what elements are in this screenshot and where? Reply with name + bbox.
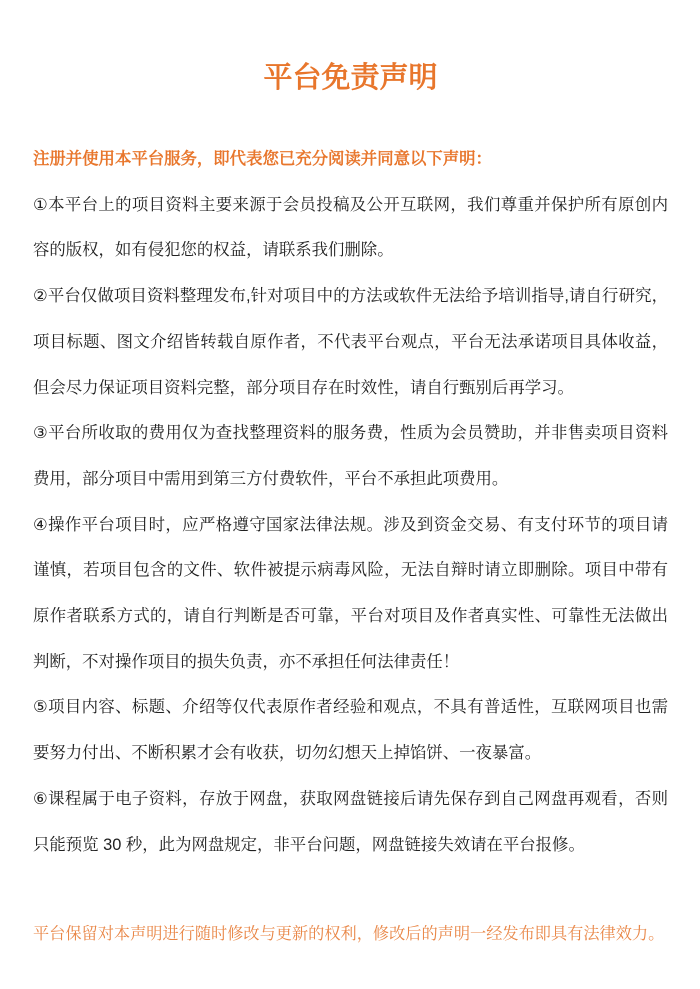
clause-6: ⑥课程属于电子资料，存放于网盘，获取网盘链接后请先保存到自己网盘再观看，否则只能预览 30 秒，此为网盘规定，非平台问题，网盘链接失效请在平台报修。 (33, 789, 668, 854)
clause-1: ①本平台上的项目资料主要来源于会员投稿及公开互联网，我们尊重并保护所有原创内容的版权，如有侵犯您的权益，请联系我们删除。 (33, 195, 668, 260)
clause-2: ②平台仅做项目资料整理发布,针对项目中的方法或软件无法给予培训指导,请自行研究，项目标题、图文介绍皆转载自原作者，不代表平台观点，平台无法承诺项目具体收益，但会尽力保证项目资料完整，部分项目存在时效性，请自行甄别后再学习。 (33, 287, 668, 397)
footer-note: 平台保留对本声明进行随时修改与更新的权利，修改后的声明一经发布即具有法律效力。 (33, 925, 665, 944)
clause-5: ⑤项目内容、标题、介绍等仅代表原作者经验和观点，不具有普适性，互联网项目也需要努力付出、不断积累才会有收获，切勿幻想天上掉馅饼、一夜暴富。 (33, 698, 668, 763)
intro-statement: 注册并使用本平台服务，即代表您已充分阅读并同意以下声明： (33, 150, 492, 168)
clause-4: ④操作平台项目时，应严格遵守国家法律法规。涉及到资金交易、有支付环节的项目请谨慎，若项目包含的文件、软件被提示病毒风险，无法自辩时请立即删除。项目中带有原作者联系方式的，请自行判断是否可靠，平台对项目及作者真实性、可靠性无法做出判断，不对操作项目的损失负责，亦不承担任何法律责任！ (33, 515, 668, 671)
page-title: 平台免责声明 (263, 62, 438, 94)
clause-3: ③平台所收取的费用仅为查找整理资料的服务费，性质为会员赞助，并非售卖项目资料费用，部分项目中需用到第三方付费软件，平台不承担此项费用。 (33, 424, 668, 488)
disclaimer-body (33, 137, 668, 958)
